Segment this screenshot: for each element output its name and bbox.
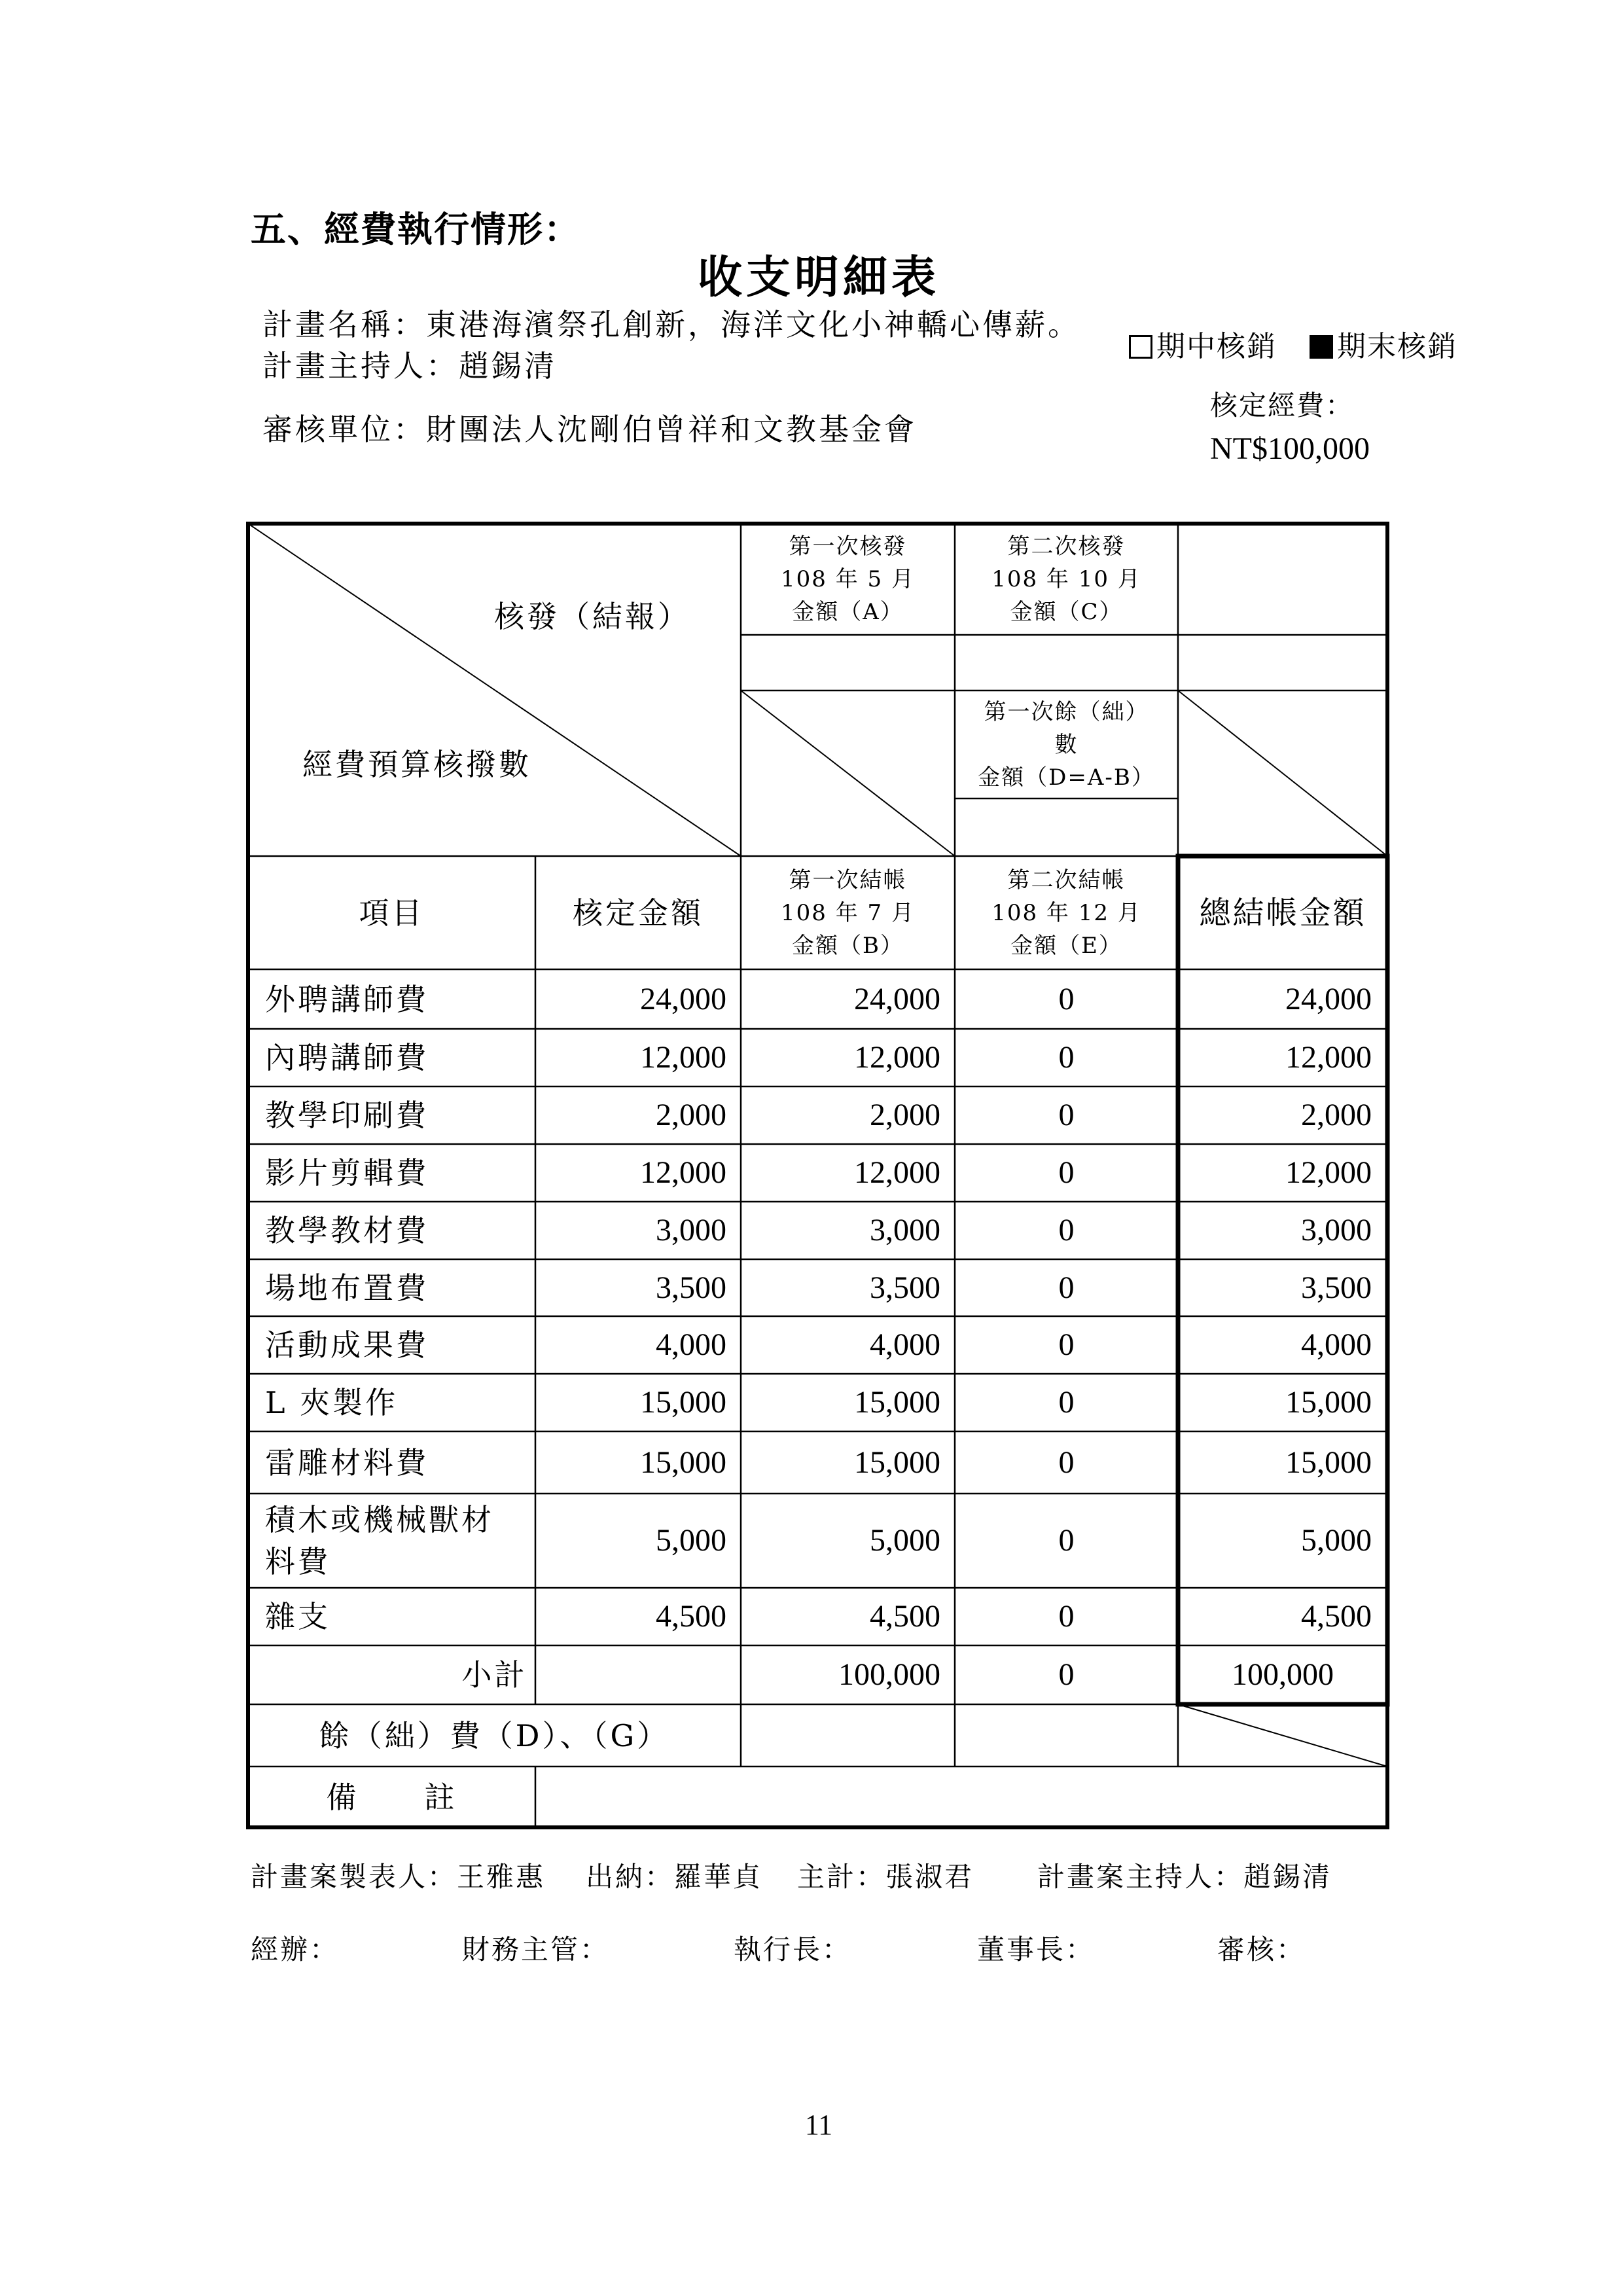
header-line: 第二次結帳 — [1007, 867, 1126, 893]
balance-label: 餘（絀）費（D）、（G） — [319, 1717, 670, 1753]
first-disbursement-header — [741, 524, 955, 635]
second-settlement-amount: 0 — [1058, 1444, 1075, 1480]
first-settlement-amount: 3,000 — [870, 1213, 940, 1247]
table-row — [248, 969, 1387, 1029]
second-disbursement-header — [955, 524, 1178, 635]
header-line: 金額（B） — [792, 932, 904, 959]
project-name: 計畫名稱：東港海濱祭孔創新，海洋文化小神轎心傳薪。 — [262, 307, 1080, 342]
first-settlement-amount: 12,000 — [854, 1040, 940, 1075]
signature-chairman: 董事長： — [977, 1933, 1096, 1965]
verification-options — [1129, 329, 1457, 365]
signature-finance-manager: 財務主管： — [462, 1933, 610, 1965]
total-settlement-amount: 15,000 — [1285, 1444, 1372, 1480]
header-line: 金額（D=A-B） — [978, 764, 1155, 791]
header-line: 第一次核發 — [789, 533, 907, 560]
corner-diagonal — [248, 524, 741, 856]
header-line: 第二次核發 — [1007, 533, 1126, 560]
total-settlement-amount: 12,000 — [1285, 1040, 1372, 1075]
second-settlement-amount: 0 — [1058, 1599, 1075, 1634]
expense-table — [248, 524, 1387, 1827]
signature-ceo: 執行長： — [734, 1933, 852, 1965]
signature-prepared-by: 計畫案製表人：王雅惠 — [251, 1861, 546, 1893]
approved-amount: 24,000 — [640, 981, 726, 1016]
item-name: 教學教材費 — [265, 1213, 429, 1248]
approved-amount: 12,000 — [640, 1040, 726, 1075]
second-settlement-amount: 0 — [1058, 1040, 1075, 1075]
approved-amount: 4,000 — [656, 1327, 726, 1362]
section-heading: 五、經費執行情形： — [251, 208, 580, 250]
item-name: L 夾製作 — [265, 1385, 399, 1420]
header-line: 第一次餘（絀） — [984, 698, 1149, 725]
approved-budget-amount: NT$100,000 — [1210, 431, 1370, 466]
first-settlement-amount: 15,000 — [854, 1444, 940, 1480]
approved-amount: 5,000 — [656, 1523, 726, 1558]
header-line: 金額（A） — [792, 599, 904, 625]
signature-handler: 經辦： — [251, 1933, 340, 1965]
total-settlement-amount: 5,000 — [1301, 1523, 1372, 1558]
item-name-text: 積木或機械獸材料費 — [265, 1502, 494, 1579]
balance-row — [248, 1704, 1387, 1767]
header-line: 108 年 12 月 — [991, 899, 1141, 926]
table-row — [248, 1316, 1387, 1374]
column-header-second-settlement — [955, 856, 1178, 969]
item-name: 教學印刷費 — [265, 1098, 429, 1133]
second-settlement-amount: 0 — [1058, 1270, 1075, 1305]
item-name: 活動成果費 — [265, 1327, 429, 1363]
column-header-total: 總結帳金額 — [1199, 894, 1366, 931]
first-settlement-amount: 5,000 — [870, 1523, 940, 1558]
total-settlement-amount: 12,000 — [1285, 1155, 1372, 1190]
table-row — [248, 1086, 1387, 1144]
column-header-first-settlement — [741, 856, 955, 969]
header-line: 第一次結帳 — [789, 867, 907, 893]
second-settlement-amount: 0 — [1058, 1523, 1075, 1558]
second-settlement-amount: 0 — [1058, 1098, 1075, 1132]
total-settlement-amount: 3,500 — [1301, 1270, 1372, 1305]
header-line: 金額（C） — [1010, 599, 1123, 625]
item-name: 雷雕材料費 — [265, 1444, 429, 1480]
table-row — [248, 1374, 1387, 1431]
subtotal-label: 小計 — [461, 1657, 527, 1693]
checkbox-final — [1310, 335, 1333, 359]
table-row — [248, 1144, 1387, 1202]
page-number: 11 — [804, 2109, 833, 2141]
audit-unit: 審核單位：財團法人沈剛伯曾祥和文教基金會 — [262, 412, 917, 447]
header-line: 108 年 10 月 — [991, 566, 1141, 592]
subtotal-second-settlement: 0 — [1058, 1657, 1075, 1692]
approved-amount: 12,000 — [640, 1155, 726, 1190]
table-row — [248, 1259, 1387, 1316]
item-name: 場地布置費 — [265, 1270, 429, 1306]
signature-reviewer: 審核： — [1217, 1933, 1306, 1965]
approved-budget-label: 核定經費： — [1210, 389, 1355, 422]
first-settlement-amount: 2,000 — [870, 1098, 940, 1132]
item-name: 影片剪輯費 — [265, 1155, 429, 1191]
total-settlement-amount: 3,000 — [1301, 1213, 1372, 1247]
remarks-row — [248, 1767, 1387, 1827]
first-settlement-amount: 24,000 — [854, 981, 940, 1016]
header-line: 108 年 7 月 — [781, 899, 915, 926]
first-settlement-amount: 15,000 — [854, 1385, 940, 1420]
approved-amount: 3,500 — [656, 1270, 726, 1305]
second-settlement-amount: 0 — [1058, 1327, 1075, 1362]
signature-cashier: 出納：羅華貞 — [586, 1861, 763, 1893]
approved-amount: 3,000 — [656, 1213, 726, 1247]
item-name: 雜支 — [265, 1599, 330, 1634]
checkbox-midterm — [1129, 335, 1152, 359]
subtotal-first-settlement: 100,000 — [838, 1657, 940, 1692]
column-header-item: 項目 — [359, 895, 425, 931]
second-settlement-amount: 0 — [1058, 1213, 1075, 1247]
item-name: 外聘講師費 — [265, 981, 429, 1017]
checkbox-final-label: 期末核銷 — [1337, 330, 1457, 363]
approved-amount: 15,000 — [640, 1444, 726, 1480]
header-line: 金額（E） — [1010, 932, 1122, 959]
table-row — [248, 1588, 1387, 1645]
total-settlement-amount: 15,000 — [1285, 1385, 1372, 1420]
first-settlement-amount: 4,000 — [870, 1327, 940, 1362]
page-title: 收支明細表 — [697, 251, 940, 304]
total-settlement-amount: 4,500 — [1301, 1599, 1372, 1634]
header-line: 108 年 5 月 — [781, 566, 915, 592]
first-settlement-amount: 3,500 — [870, 1270, 940, 1305]
first-settlement-amount: 12,000 — [854, 1155, 940, 1190]
second-settlement-amount: 0 — [1058, 981, 1075, 1016]
table-row — [248, 1431, 1387, 1494]
signature-accountant: 主計：張淑君 — [797, 1861, 974, 1893]
diagonal-divider — [1178, 691, 1387, 856]
approved-amount: 4,500 — [656, 1599, 726, 1634]
project-host: 計畫主持人：趙錫清 — [262, 348, 557, 384]
approved-amount: 2,000 — [656, 1098, 726, 1132]
approved-amount: 15,000 — [640, 1385, 726, 1420]
table-row — [248, 1202, 1387, 1259]
first-settlement-amount: 4,500 — [870, 1599, 940, 1634]
diagonal-divider — [741, 691, 955, 856]
table-row — [248, 1494, 1387, 1588]
subtotal-row — [248, 1645, 1387, 1704]
item-name — [248, 1494, 535, 1588]
second-settlement-amount: 0 — [1058, 1385, 1075, 1420]
remarks-label: 備 註 — [326, 1779, 457, 1815]
corner-budget-label: 經費預算核撥數 — [302, 747, 531, 782]
total-settlement-amount: 4,000 — [1301, 1327, 1372, 1362]
table-row — [248, 1029, 1387, 1086]
signature-project-host: 計畫案主持人：趙錫清 — [1037, 1861, 1332, 1893]
total-settlement-amount: 2,000 — [1301, 1098, 1372, 1132]
column-header-approved: 核定金額 — [573, 895, 704, 931]
subtotal-total: 100,000 — [1232, 1657, 1334, 1692]
corner-disbursement-label: 核發（結報） — [494, 599, 690, 634]
checkbox-midterm-label: 期中核銷 — [1156, 330, 1277, 363]
item-name: 內聘講師費 — [265, 1040, 429, 1075]
total-settlement-amount: 24,000 — [1285, 981, 1372, 1016]
header-line: 數 — [1054, 731, 1079, 758]
second-settlement-amount: 0 — [1058, 1155, 1075, 1190]
first-balance-header — [955, 691, 1178, 798]
column-header-row — [248, 856, 1387, 969]
